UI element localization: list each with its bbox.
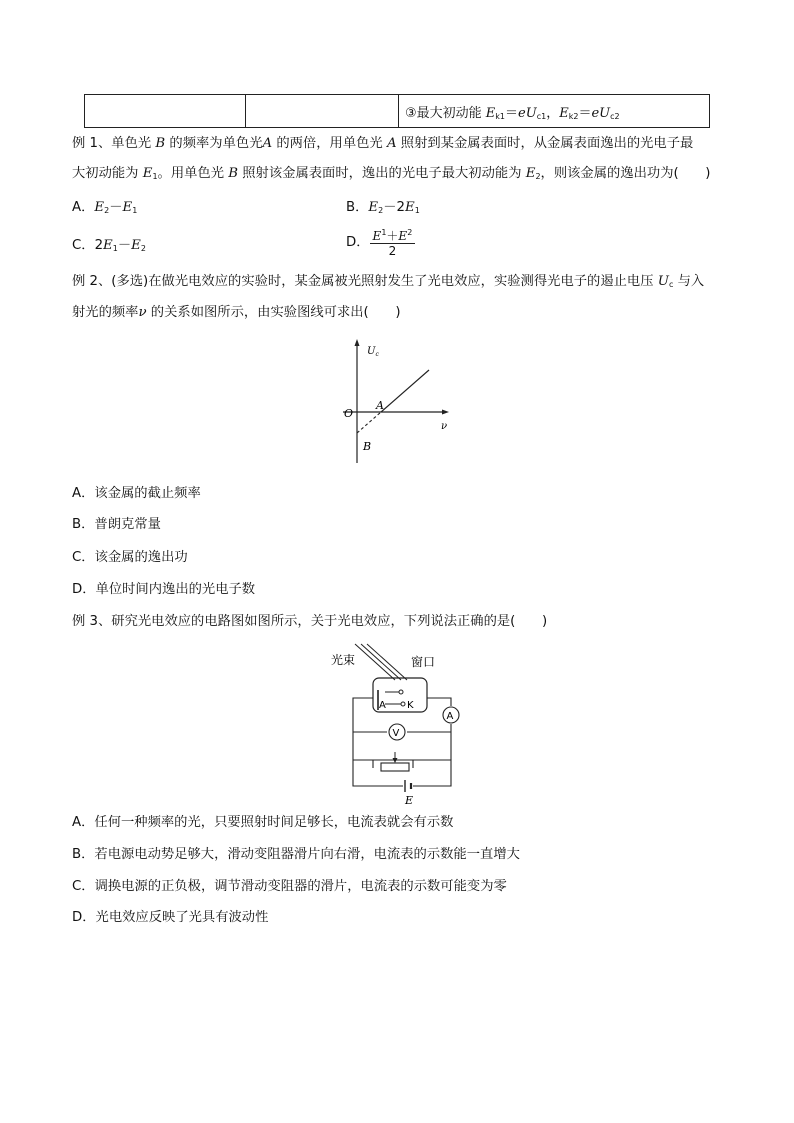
photoelectric-circuit-diagram (325, 640, 475, 810)
table-cell (85, 95, 246, 128)
electrode-dot (401, 702, 405, 706)
cathode-label: K (407, 700, 414, 711)
example1-question-line1: 例 1、单色光 B 的频率为单色光A 的两倍，用单色光 A 照射到某金属表面时，从金属表面逸出的光电子最 (72, 136, 694, 151)
example2-option-a: A．该金属的截止频率 (72, 486, 201, 501)
table-cell (246, 95, 399, 128)
beam-label: 光束 (331, 653, 356, 667)
battery-label: E (405, 794, 414, 807)
rheostat (381, 763, 409, 771)
light-beam (355, 644, 407, 680)
voltmeter-label: V (392, 728, 400, 739)
fraction: $\frac{E^1+E^2}{2}$ (370, 226, 416, 258)
example1-question-line2: 大初动能为 $E_1$。用单色光 B 照射该金属表面时，逸出的光电子最大初动能为 $E_2$，则该金属的逸出功为( ) (72, 166, 711, 181)
example1-option-d: D． $\frac{E^1+E^2}{2}$ (346, 226, 415, 259)
example2-question-line2: 射光的频率ν 的关系如图所示，由实验图线可求出( ) (72, 305, 401, 320)
origin-label: O (344, 407, 354, 420)
example2-option-b: B．普朗克常量 (72, 517, 161, 532)
battery (405, 780, 411, 792)
point-b-label: B (363, 440, 372, 453)
example1-option-c: C．$2E_1-E_2$ (72, 238, 146, 253)
uc-vs-frequency-graph (335, 335, 465, 470)
example3-option-c: C．调换电源的正负极，调节滑动变阻器的滑片，电流表的示数可能变为零 (72, 879, 507, 894)
example2-option-c: C．该金属的逸出功 (72, 550, 188, 565)
x-axis-label: ν (441, 421, 448, 432)
point-a-label: A (376, 399, 384, 412)
example3-option-b: B．若电源电动势足够大，滑动变阻器滑片向右滑，电流表的示数能一直增大 (72, 847, 520, 862)
ammeter-label: A (446, 711, 454, 722)
anode-label: A (379, 700, 386, 711)
electrode-dot (399, 690, 403, 694)
example3-question: 例 3、研究光电效应的电路图如图所示，关于光电效应，下列说法正确的是( ) (72, 614, 548, 629)
y-axis-arrow (355, 339, 360, 346)
window-label: 窗口 (411, 655, 436, 669)
example2-question-line1: 例 2、(多选)在做光电效应的实验时，某金属被光照射发生了光电效应，实验测得光电子的遏止电压 $U_c$ 与入 (72, 274, 705, 289)
y-axis-label: $U_c$ (367, 346, 379, 358)
graph-line-dashed (357, 412, 381, 433)
example1-option-b: B．$E_2-2E_1$ (346, 200, 420, 215)
example1-option-a: A．$E_2-E_1$ (72, 200, 138, 215)
formula-table (84, 94, 710, 128)
example3-option-d: D．光电效应反映了光具有波动性 (72, 910, 269, 925)
example3-option-a: A．任何一种频率的光，只要照射时间足够长，电流表就会有示数 (72, 815, 454, 830)
table-cell-kinetic-energy: ③最大初动能 $E_{k1}=eU_{c1}$，$E_{k2}=eU_{c2}$ (399, 95, 710, 128)
table-row (85, 95, 710, 128)
circuit-wires (353, 698, 451, 786)
example2-option-d: D．单位时间内逸出的光电子数 (72, 582, 256, 597)
graph-line-solid (381, 370, 429, 412)
x-axis-arrow (442, 410, 449, 415)
